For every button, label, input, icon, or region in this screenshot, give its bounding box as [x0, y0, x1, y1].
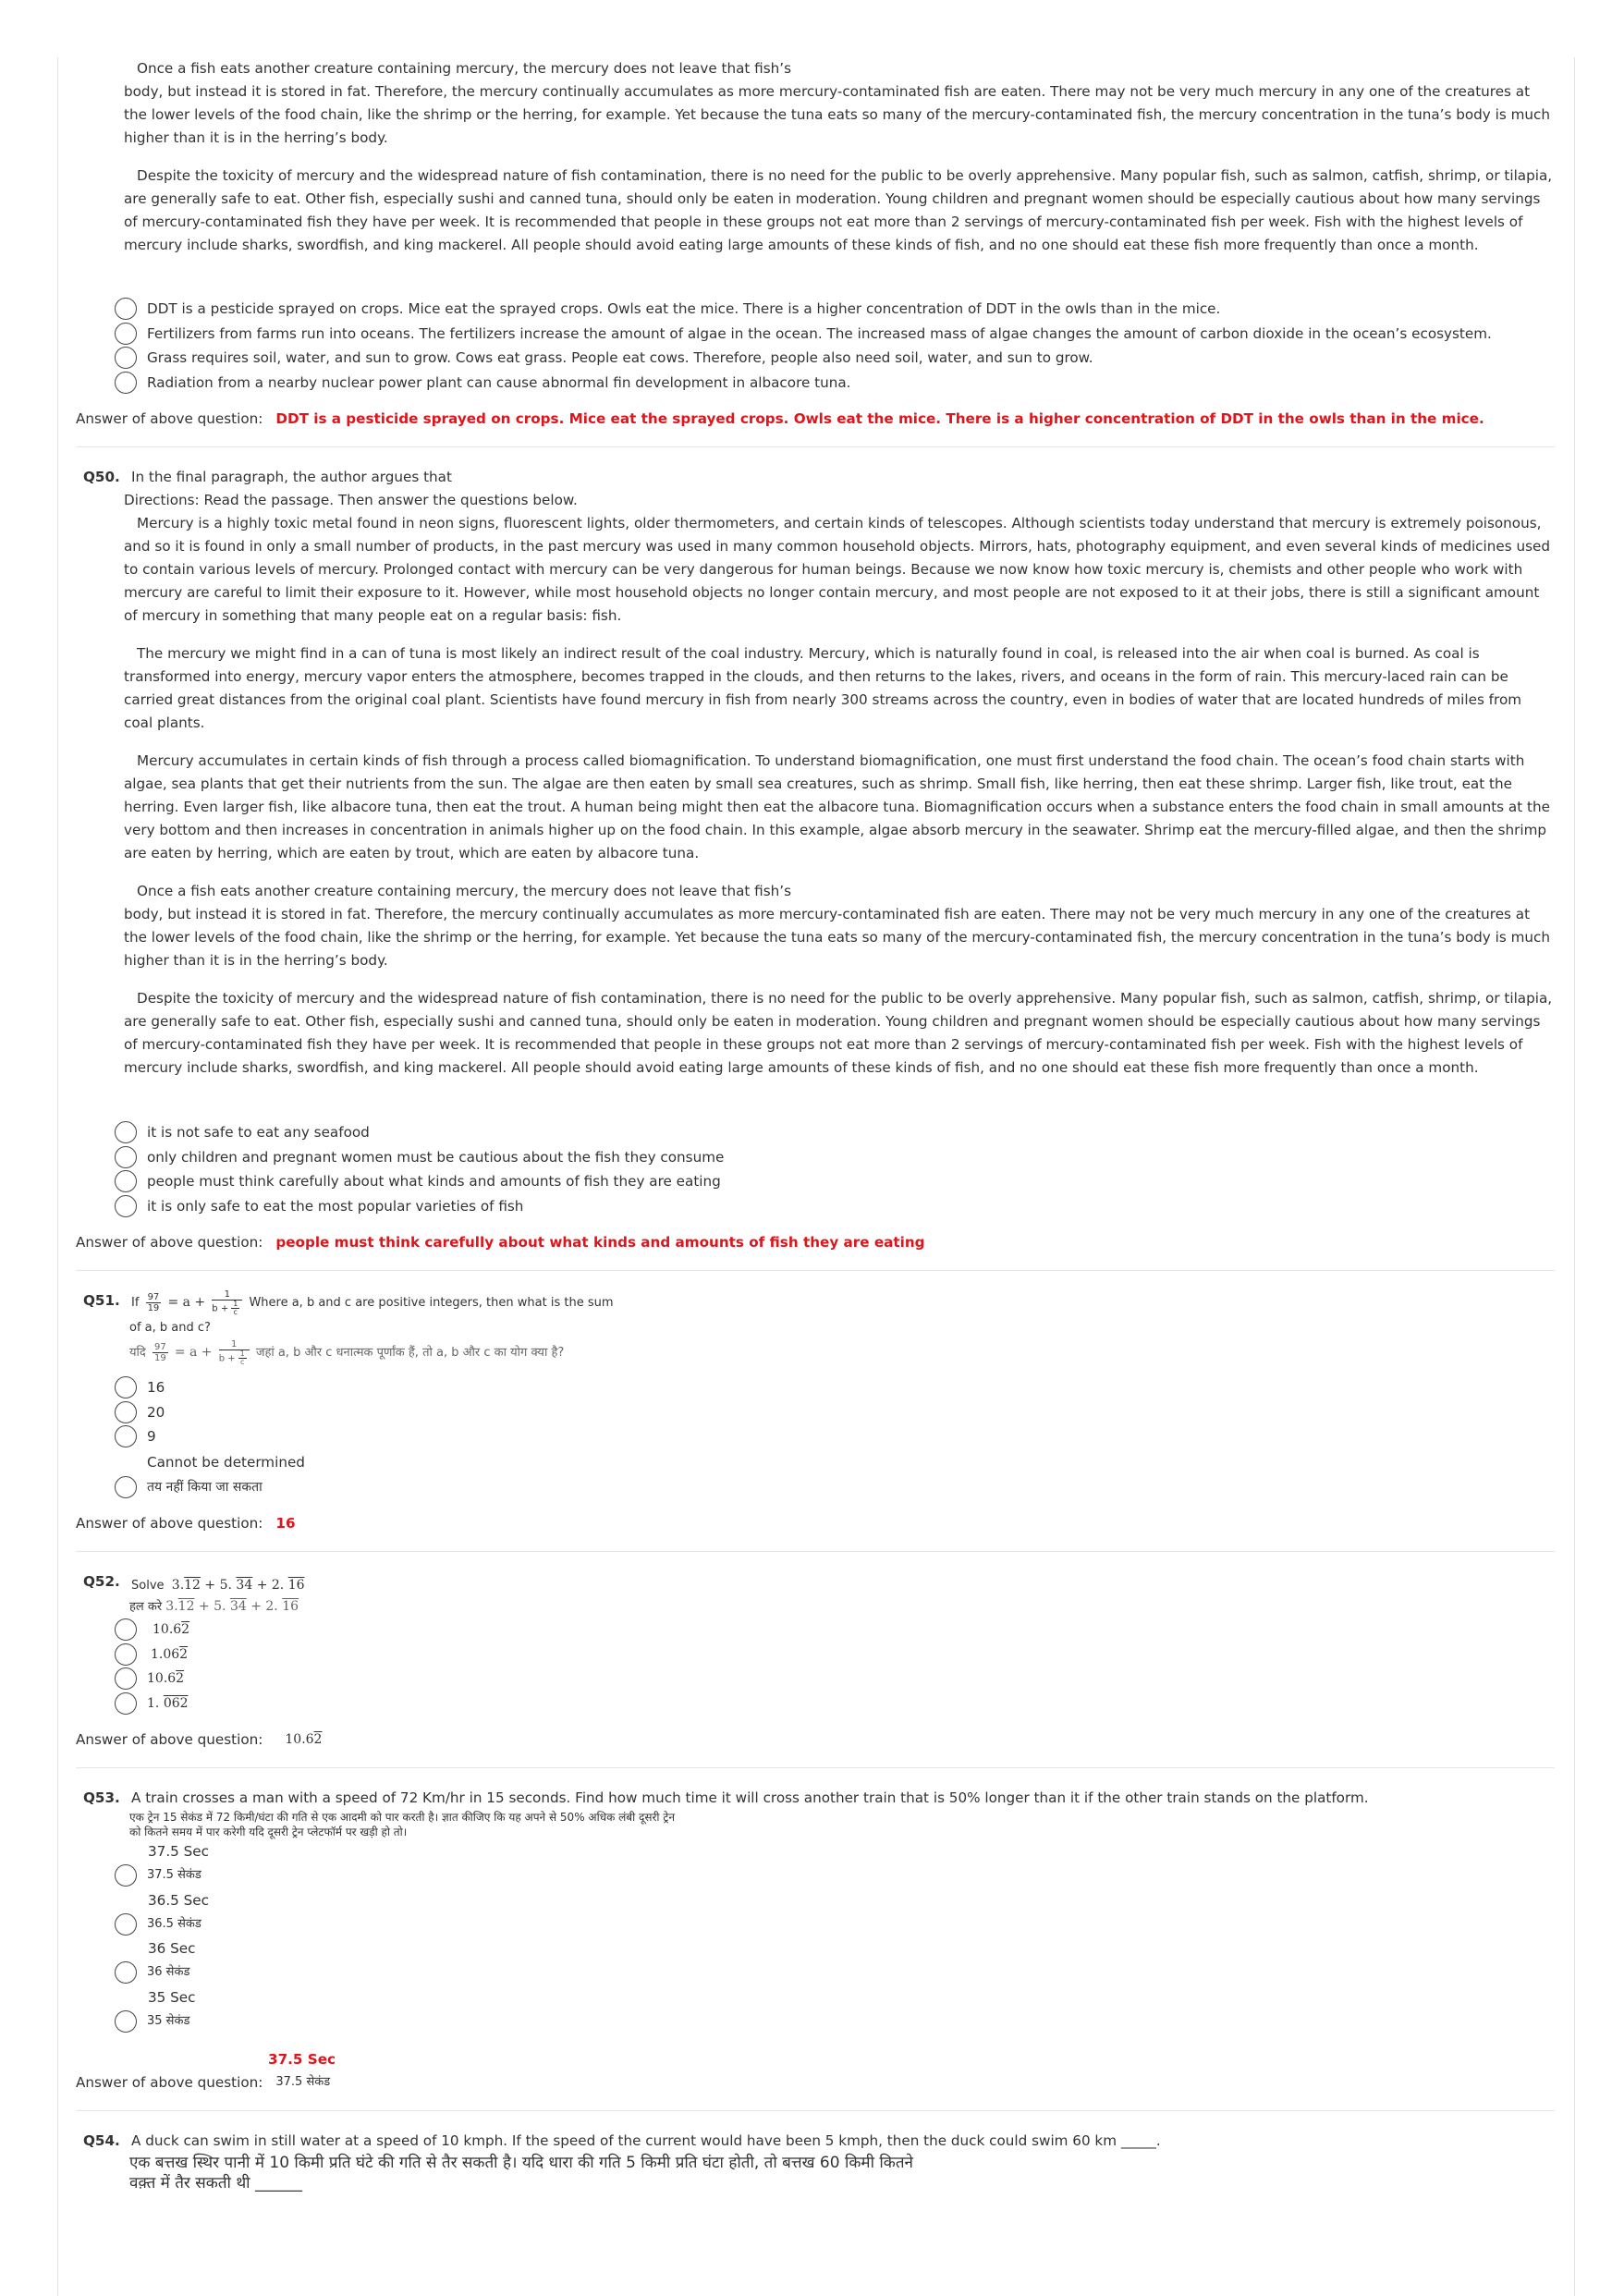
question-number: Q50.	[83, 469, 120, 485]
radio-button[interactable]	[115, 1692, 137, 1715]
answer-text: 10.62	[285, 1732, 323, 1747]
radio-button[interactable]	[115, 1913, 137, 1936]
continued-fraction: 1 b + $\frac{1}{c}$	[212, 1289, 242, 1316]
option[interactable]: it is only safe to eat the most popular varieties of fish	[76, 1194, 1555, 1219]
divider	[76, 1551, 1555, 1552]
radio-button[interactable]	[115, 1864, 137, 1887]
option[interactable]: 36 सेकंड	[76, 1960, 1555, 1985]
option[interactable]: 36.5 सेकंड	[76, 1912, 1555, 1937]
question-q54	[76, 2130, 1555, 2153]
option[interactable]: 16	[76, 1375, 1555, 1400]
option[interactable]: it is not safe to eat any seafood	[76, 1120, 1555, 1145]
option[interactable]: Fertilizers from farms run into oceans. The fertilizers increase the amount of algae in the ocean. The increased mass of algae changes the amount of carbon dioxide in the ocean’s ecosystem.	[76, 322, 1555, 347]
question-text: If $\frac{97}{19}$ = a + 1 b + $\frac{1}{c}$ Where a, b and c are positive integers, then what is the sum	[131, 1289, 614, 1316]
q50-passage	[76, 489, 1555, 1080]
radio-button[interactable]	[115, 323, 137, 345]
radio-button[interactable]	[115, 1476, 137, 1498]
question-number: Q52.	[83, 1573, 120, 1590]
q49-passage	[76, 57, 1555, 257]
answer-hindi: 37.5 सेकंड	[275, 2075, 331, 2089]
passage-paragraph: The mercury we might find in a can of tuna is most likely an indirect result of the coal industry. Mercury, which is naturally found in coal, is released into the air when coal is burned. As coal is transformed into energy, mercury vapor enters the atmosphere, becomes trapped in the clouds, and then returns to the lakes, rivers, and oceans in the form of rain. This mercury-laced rain can be carried great distances from the original coal plant. Scientists have found mercury in fish from nearly 300 streams across the country, even in bodies of water that are located hundreds of miles from coal plants.	[124, 645, 1522, 731]
radio-button[interactable]	[115, 1146, 137, 1168]
option[interactable]: 35 सेकंड	[76, 2009, 1555, 2034]
option[interactable]: 10.62	[76, 1618, 1555, 1643]
question-q53	[76, 1787, 1555, 1810]
answer-text: 16	[275, 1515, 296, 1532]
page-content	[76, 57, 1555, 2193]
answer-label: Answer of above question:	[76, 410, 263, 427]
question-text: A train crosses a man with a speed of 72 Km/hr in 15 seconds. Find how much time it will cross another train that is 50% longer than it if the other train stands on the platform.	[131, 1789, 1369, 1806]
passage-line: Once a fish eats another creature containing mercury, the mercury does not leave that fish’s	[137, 883, 792, 899]
radio-button[interactable]	[115, 347, 137, 369]
passage-paragraph: body, but instead it is stored in fat. Therefore, the mercury continually accumulates as more mercury-contaminated fish are eaten. There may not be very much mercury in any one of the creatures at the lower levels of the food chain, like the shrimp or the herring, for example. Yet because the tuna eats so many of the mercury-contaminated fish, the mercury concentration in the tuna’s body is much higher than it is in the herring’s body.	[124, 83, 1550, 146]
option[interactable]: people must think carefully about what kinds and amounts of fish they are eating	[76, 1169, 1555, 1194]
option[interactable]: 1. 062	[76, 1691, 1555, 1716]
radio-button[interactable]	[115, 1667, 137, 1690]
fraction: $\frac{97}{19}$	[153, 1342, 166, 1363]
divider	[76, 1767, 1555, 1768]
q53-hindi: एक ट्रेन 15 सेकंड में 72 किमी/घंटा की गति से एक आदमी को पार करती है। ज्ञात कीजिए कि यह अपने से 50% अधिक लंबी दूसरी ट्रेन को कितने समय में पार करेगी यदि दूसरी ट्रेन प्लेटफॉर्म पर खड़ी हो तो।	[129, 1811, 676, 1838]
continued-fraction: 1 b + $\frac{1}{c}$	[219, 1339, 250, 1366]
passage-paragraph: Mercury is a highly toxic metal found in neon signs, fluorescent lights, older thermometers, and certain kinds of telescopes. Although scientists today understand that mercury is extremely poisonous, and so it is found in only a small number of products, in the past mercury was used in many common household objects. Mirrors, hats, photography equipment, and even several kinds of medicines used to contain various levels of mercury. Prolonged contact with mercury can be very dangerous for human beings. Because we now know how toxic mercury is, chemists and other people who work with mercury are careful to limit their exposure to it. However, while most household objects no longer contain mercury, and most people are not exposed to it at their jobs, there is still a significant amount of mercury in something that many people eat on a regular basis: fish.	[124, 515, 1550, 624]
radio-button[interactable]	[115, 372, 137, 394]
answer-label: Answer of above question:	[76, 1731, 263, 1748]
question-number: Q51.	[83, 1292, 120, 1309]
passage-paragraph: Despite the toxicity of mercury and the widespread nature of fish contamination, there is no need for the public to be overly apprehensive. Many popular fish, such as salmon, catfish, shrimp, or tilapia, are generally safe to eat. Other fish, especially sushi and canned tuna, should only be eaten in moderation. Young children and pregnant women should be especially cautious about how many servings of mercury-contaminated fish they have per week. It is recommended that people in these groups not eat more than 2 servings of mercury-contaminated fish per week. Fish with the highest levels of mercury include sharks, swordfish, and king mackerel. All people should avoid eating large amounts of these kinds of fish, and no one should eat these fish more frequently than once a month.	[124, 990, 1553, 1076]
directions: Directions: Read the passage. Then answer the questions below.	[124, 492, 578, 508]
radio-button[interactable]	[115, 1643, 137, 1666]
q50-options	[76, 1120, 1555, 1218]
radio-button[interactable]	[115, 1618, 137, 1641]
question-text: In the final paragraph, the author argues that	[131, 469, 452, 485]
q54-hindi: एक बत्तख स्थिर पानी में 10 किमी प्रति घंटे की गति से तैर सकती है। यदि धारा की गति 5 किमी प्रति घंटा होती, तो बत्तख 60 किमी कितने वक़्त में तैर सकती थी ______	[129, 2154, 913, 2192]
question-text: Solve 3.12 + 5. 34 + 2. 16	[131, 1578, 305, 1593]
option[interactable]: Grass requires soil, water, and sun to grow. Cows eat grass. People eat cows. Therefore, people also need soil, water, and sun to grow.	[76, 346, 1555, 371]
q53-options: 37.5 Sec 37.5 सेकंड 36.5 Sec 36.5 सेकंड 36 Sec 36 सेकंड 35 Sec 35 सेकंड	[76, 1839, 1555, 2033]
option[interactable]: तय नहीं किया जा सकता	[76, 1475, 1555, 1500]
answer-text: people must think carefully about what kinds and amounts of fish they are eating	[275, 1234, 925, 1251]
question-number: Q54.	[83, 2132, 120, 2149]
option[interactable]: only children and pregnant women must be cautious about the fish they consume	[76, 1145, 1555, 1170]
q51-line2: of a, b and c? यदि $\frac{97}{19}$ = a + 1 b + $\frac{1}{c}$ जहां a, b और c धनात्मक पूर्णांक हैं, तो a, b और c का योग क्या है?	[129, 1321, 565, 1366]
answer-label: Answer of above question:	[76, 1234, 263, 1251]
divider	[76, 446, 1555, 447]
radio-button[interactable]	[115, 1121, 137, 1143]
question-number: Q53.	[83, 1789, 120, 1806]
question-q52	[76, 1570, 1555, 1597]
question-q50	[76, 466, 1555, 489]
option-text: Cannot be determined	[147, 1453, 305, 1471]
q51-options	[76, 1375, 1555, 1499]
radio-button[interactable]	[115, 1170, 137, 1192]
radio-button[interactable]	[115, 2010, 137, 2033]
option[interactable]: Radiation from a nearby nuclear power plant can cause abnormal fin development in albacore tuna.	[76, 371, 1555, 396]
q49-options	[76, 297, 1555, 395]
answer-text: 37.5 Sec	[268, 2051, 336, 2068]
option[interactable]: 9	[76, 1424, 1555, 1449]
question-q51	[76, 1289, 1555, 1316]
answer-line	[76, 1231, 1555, 1253]
answer-line	[76, 2071, 1555, 2094]
radio-button[interactable]	[115, 298, 137, 320]
q52-options	[76, 1618, 1555, 1716]
passage-paragraph: body, but instead it is stored in fat. Therefore, the mercury continually accumulates as more mercury-contaminated fish are eaten. There may not be very much mercury in any one of the creatures at the lower levels of the food chain, like the shrimp or the herring, for example. Yet because the tuna eats so many of the mercury-contaminated fish, the mercury concentration in the tuna’s body is much higher than it is in the herring’s body.	[124, 906, 1550, 969]
q52-hindi: हल करे 3.12 + 5. 34 + 2. 16	[129, 1599, 299, 1614]
fraction: $\frac{97}{19}$	[147, 1292, 160, 1313]
question-text: A duck can swim in still water at a speed of 10 kmph. If the speed of the current would have been 5 kmph, then the duck could swim 60 km _____.	[131, 2132, 1161, 2149]
divider	[76, 2110, 1555, 2111]
radio-button[interactable]	[115, 1425, 137, 1447]
answer-text: DDT is a pesticide sprayed on crops. Mice eat the sprayed crops. Owls eat the mice. There is a higher concentration of DDT in the owls than in the mice.	[275, 410, 1484, 427]
radio-button[interactable]	[115, 1376, 137, 1398]
passage-paragraph: Mercury accumulates in certain kinds of fish through a process called biomagnification. To understand biomagnification, one must first understand the food chain. The ocean’s food chain starts with algae, sea plants that get their nutrients from the sun. The algae are then eaten by small sea creatures, such as shrimp. Small fish, like herring, then eat these shrimp. Larger fish, like trout, eat the herring. Even larger fish, like albacore tuna, then eat the trout. A human being might then eat the albacore tuna. Biomagnification occurs when a substance enters the food chain in small amounts at the very bottom and then increases in concentration in animals higher up on the food chain. In this example, algae absorb mercury in the seawater. Shrimp eat the mercury-filled algae, and then the shrimp are eaten by herring, which are eaten by trout, which are eaten by albacore tuna.	[124, 752, 1550, 861]
answer-line	[76, 1512, 1555, 1534]
answer-label: Answer of above question:	[76, 1515, 263, 1532]
radio-button[interactable]	[115, 1401, 137, 1423]
option[interactable]: 20	[76, 1400, 1555, 1425]
passage-paragraph: Despite the toxicity of mercury and the widespread nature of fish contamination, there is no need for the public to be overly apprehensive. Many popular fish, such as salmon, catfish, shrimp, or tilapia, are generally safe to eat. Other fish, especially sushi and canned tuna, should only be eaten in moderation. Young children and pregnant women should be especially cautious about how many servings of mercury-contaminated fish they have per week. It is recommended that people in these groups not eat more than 2 servings of mercury-contaminated fish per week. Fish with the highest levels of mercury include sharks, swordfish, and king mackerel. All people should avoid eating large amounts of these kinds of fish, and no one should eat these fish more frequently than once a month.	[124, 167, 1553, 253]
passage-line: Once a fish eats another creature containing mercury, the mercury does not leave that fish’s	[137, 60, 792, 77]
option[interactable]: 1.062	[76, 1643, 1555, 1667]
answer-line	[76, 1728, 1555, 1751]
option[interactable]: 37.5 सेकंड	[76, 1863, 1555, 1888]
answer-line	[76, 408, 1555, 430]
divider	[76, 1270, 1555, 1271]
answer-label: Answer of above question:	[76, 2074, 263, 2091]
option[interactable]: 10.62	[76, 1667, 1555, 1691]
radio-button[interactable]	[115, 1961, 137, 1984]
option[interactable]: DDT is a pesticide sprayed on crops. Mice eat the sprayed crops. Owls eat the mice. There is a higher concentration of DDT in the owls than in the mice.	[76, 297, 1555, 322]
radio-button[interactable]	[115, 1195, 137, 1217]
